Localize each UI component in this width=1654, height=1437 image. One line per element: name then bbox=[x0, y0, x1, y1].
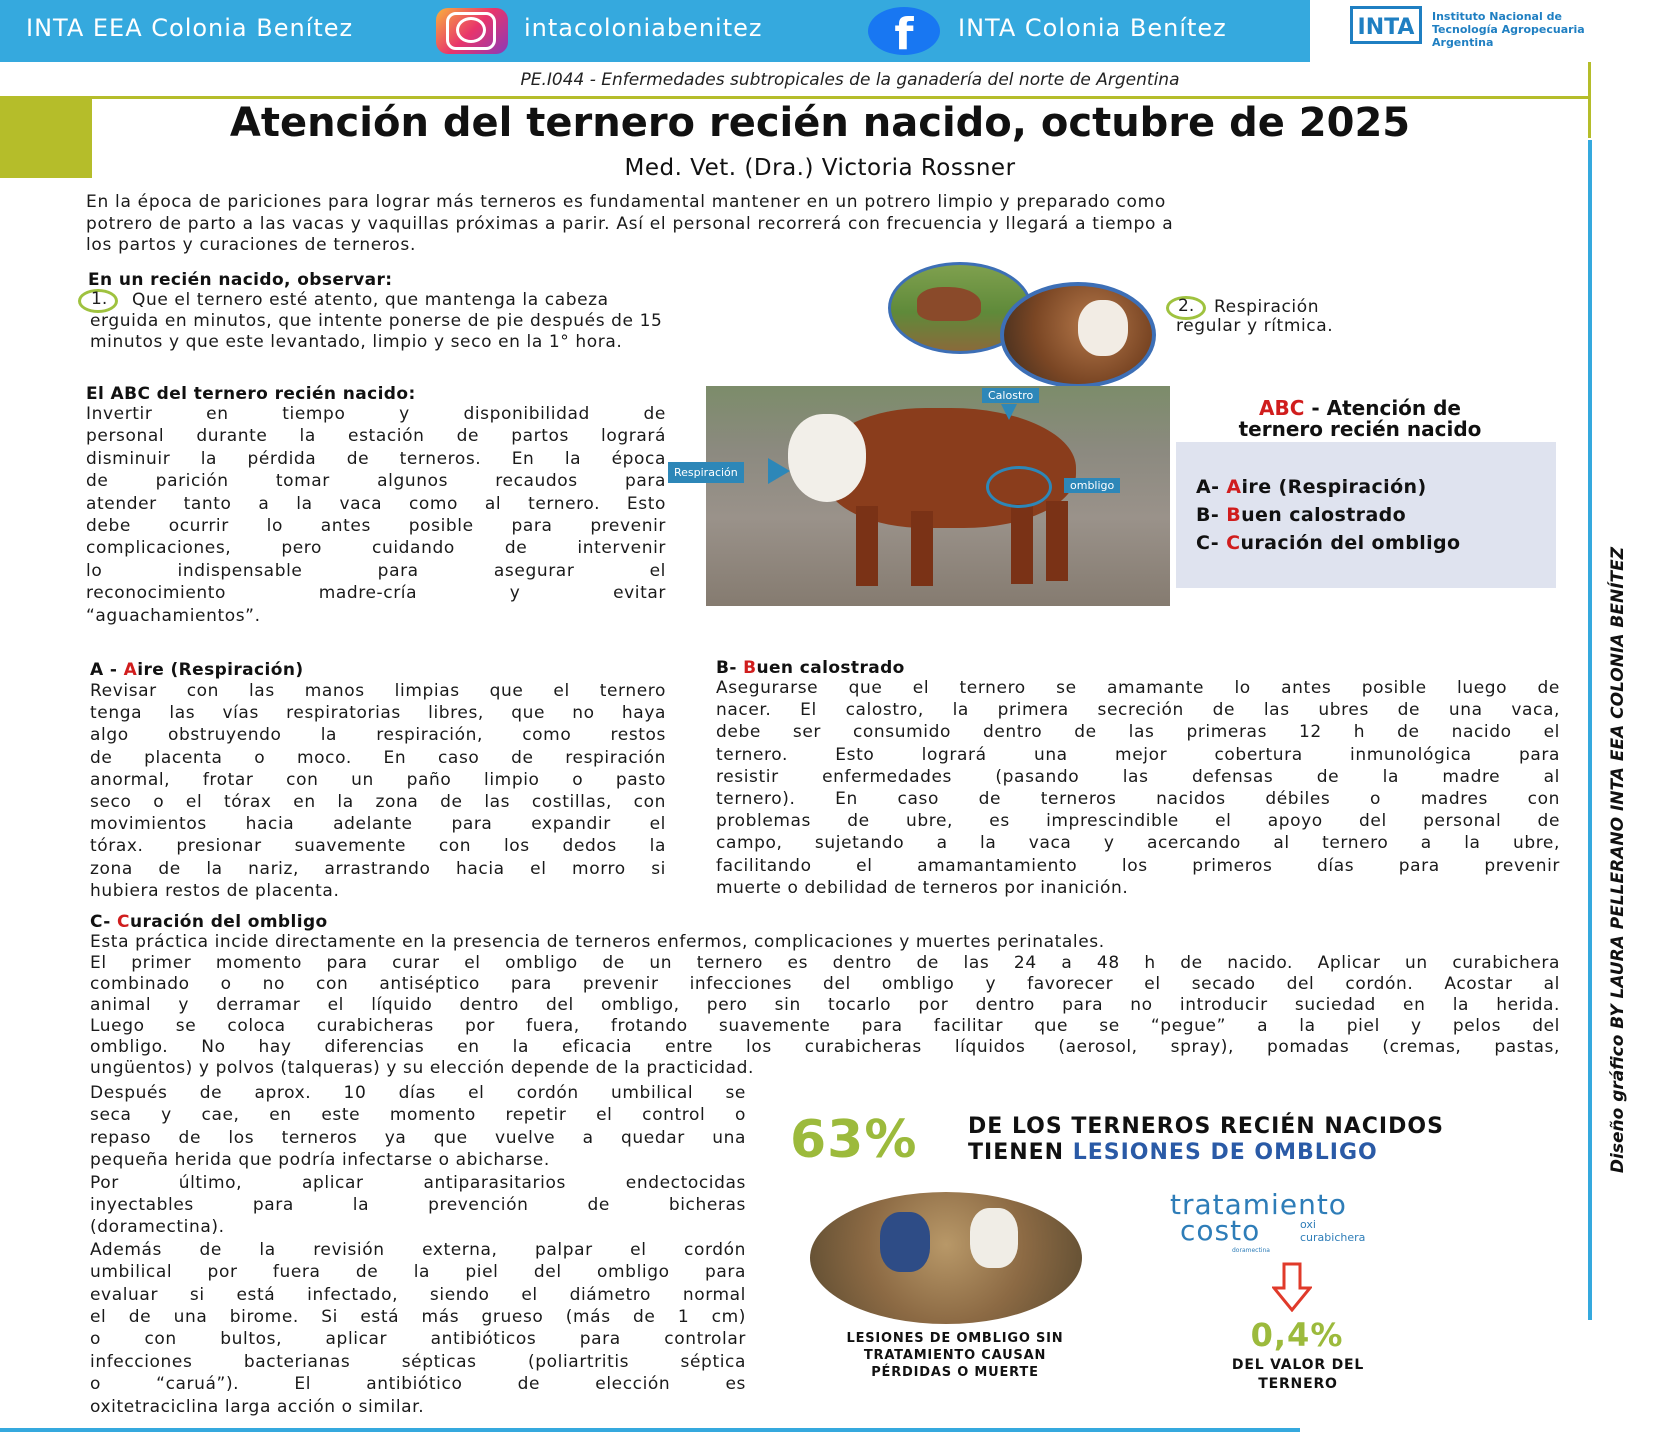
abc-box-title-abc: ABC bbox=[1258, 396, 1305, 420]
section-a-line: algo obstruyendo la respiración, como restos bbox=[90, 725, 666, 746]
lesion-caption-line: TRATAMIENTO CAUSAN bbox=[863, 1348, 1047, 1363]
abc-box-title-rest: - Atención de bbox=[1304, 396, 1461, 420]
section-c-line: Luego se coloca curabicheras por fuera, frotando suavemente para facilitar que se “pegue” a la piel y pelos del bbox=[90, 1016, 1560, 1036]
olive-block bbox=[0, 96, 92, 178]
vet-treatment-photo bbox=[810, 1192, 1082, 1324]
institute-name-line: Instituto Nacional de bbox=[1432, 10, 1562, 23]
section-c-col-line: Después de aprox. 10 días el cordón umbilical se bbox=[90, 1083, 746, 1103]
blue-vertical-line bbox=[1588, 140, 1592, 1320]
lesion-caption-line: LESIONES DE OMBLIGO SIN bbox=[846, 1331, 1064, 1346]
curabichera-word: curabichera bbox=[1300, 1231, 1366, 1244]
value-caption-line: TERNERO bbox=[1258, 1376, 1338, 1392]
section-c-paragraph bbox=[90, 932, 1560, 1079]
author: Med. Vet. (Dra.) Victoria Rossner bbox=[624, 155, 1016, 181]
header-org-label: INTA EEA Colonia Benítez bbox=[26, 14, 354, 42]
section-b-line: Asegurarse que el ternero se amamante lo antes posible luego de bbox=[716, 678, 1560, 698]
observe-line: erguida en minutos, que intente ponerse de pie después de 15 bbox=[90, 311, 663, 331]
abc-line: “aguachamientos”. bbox=[86, 605, 261, 626]
abc-box bbox=[1176, 442, 1556, 588]
calf-face-photo bbox=[1000, 282, 1156, 388]
section-c-line: combinado o no con antiséptico para prevenir infecciones del ombligo y favorecer el secado del cordón. Acostar al bbox=[90, 974, 1560, 994]
section-b-line: resistir enfermedades (pasando las defensas de la madre al bbox=[716, 766, 1560, 787]
section-c-line: Esta práctica incide directamente en la presencia de terneros enfermos, complicaciones y muertes perinatales. bbox=[90, 932, 1105, 952]
institute-name bbox=[1432, 10, 1652, 49]
oxi-word: oxi bbox=[1300, 1218, 1316, 1231]
item2-number: 2. bbox=[1178, 296, 1195, 316]
project-line: PE.I044 - Enfermedades subtropicales de la ganadería del norte de Argentina bbox=[520, 70, 1180, 90]
intro-line: En la época de pariciones para lograr más terneros es fundamental mantener en un potrero limpio y preparado como bbox=[86, 192, 1167, 212]
intro-line: los partos y curaciones de terneros. bbox=[86, 235, 417, 255]
abc-line: atender tanto a la vaca como al ternero. Esto bbox=[86, 493, 666, 514]
value-caption-line: DEL VALOR DEL bbox=[1231, 1357, 1365, 1373]
section-c-col-line: seca y cae, en este momento repetir el control o bbox=[90, 1105, 746, 1126]
abc-item-a: A- Aire (Respiración) bbox=[1196, 476, 1427, 498]
side-credit bbox=[1598, 546, 1638, 1174]
section-b-line: ternero. Esto logrará una mejor cobertura inmunológica para bbox=[716, 744, 1560, 765]
label-ombligo: ombligo bbox=[1064, 478, 1120, 493]
section-c-line: El primer momento para curar el ombligo de un ternero es dentro de las 24 a 48 h de nacido. Aplicar un curabichera bbox=[90, 953, 1560, 973]
label-respiracion: Respiración bbox=[668, 462, 744, 483]
section-a-paragraph bbox=[90, 680, 666, 902]
section-a-line: seco o el tórax en la zona de las costillas, con bbox=[90, 792, 666, 813]
section-c-line: ombligo. No hay diferencias en la eficacia entre los curabicheras líquidos (aerosol, spray), pomadas (cremas, pastas, bbox=[90, 1037, 1560, 1057]
lesion-caption-line: PÉRDIDAS O MUERTE bbox=[871, 1365, 1039, 1380]
calf-photo bbox=[706, 386, 1170, 606]
bottom-divider bbox=[0, 1428, 1300, 1432]
section-a-line: de placenta o moco. En caso de respiración bbox=[90, 747, 666, 768]
observe-line: Que el ternero esté atento, que mantenga la cabeza bbox=[132, 290, 609, 310]
tratamiento-word: tratamiento bbox=[1170, 1188, 1347, 1221]
section-c-col-line: repaso de los terneros ya que vuelve a quedar una bbox=[90, 1127, 746, 1148]
intro-line: potrero de parto a las vacas y vaquillas próximas a parir. Así el personal recorrerá con frecuencia y llegará a tiempo a bbox=[86, 213, 1174, 234]
stat-0-4-percent: 0,4% bbox=[1250, 1316, 1344, 1354]
section-b-line: debe ser consumido dentro de las primeras 12 h de nacido el bbox=[716, 722, 1560, 743]
section-a-line: Revisar con las manos limpias que el ternero bbox=[90, 681, 666, 701]
section-b-line: muerte o debilidad de terneros por inanición. bbox=[716, 877, 1129, 898]
item1-number: 1. bbox=[91, 289, 108, 309]
section-c-col-line: (doramectina). bbox=[90, 1217, 225, 1238]
section-c-line: ungüentos) y polvos (talqueras) y su elección depende de la practicidad. bbox=[90, 1058, 755, 1078]
section-c-col-line: evaluar si está infectado, siendo el diámetro normal bbox=[90, 1284, 746, 1305]
section-c-col-line: inyectables para la prevención de bicheras bbox=[90, 1195, 746, 1216]
section-a-line: tenga las vías respiratorias libres, que no haya bbox=[90, 703, 666, 724]
umbilical-ring bbox=[986, 466, 1052, 508]
abc-box-title-line2: ternero recién nacido bbox=[1238, 417, 1482, 441]
observe-item-1 bbox=[90, 290, 870, 353]
institute-name-line: Argentina bbox=[1432, 36, 1494, 49]
section-c-line: animal y derramar el líquido dentro del ombligo, pero sin tocarlo por dentro para no introducir suciedad en la herida. bbox=[90, 995, 1560, 1015]
section-a-line: hubiera restos de placenta. bbox=[90, 880, 340, 901]
section-b-heading: B- Buen calostrado bbox=[716, 658, 905, 678]
inta-logo: INTA bbox=[1350, 6, 1422, 44]
olive-divider bbox=[0, 96, 1590, 99]
stat-63-line2: TIENEN LESIONES DE OMBLIGO bbox=[968, 1140, 1378, 1165]
observe-line: regular y rítmica. bbox=[1176, 316, 1334, 336]
abc-line: lo indispensable para asegurar el bbox=[86, 560, 666, 581]
section-c-col-line: o “caruá”). El antibiótico de elección es bbox=[90, 1374, 746, 1395]
section-a-heading: A - Aire (Respiración) bbox=[90, 660, 304, 680]
down-arrow-icon bbox=[1272, 1262, 1312, 1312]
section-a-line: movimientos hacia adelante para expandir el bbox=[90, 814, 666, 835]
section-b-line: ternero). En caso de terneros nacidos débiles o madres con bbox=[716, 789, 1560, 810]
label-calostro: Calostro bbox=[982, 388, 1039, 403]
lesion-caption bbox=[810, 1330, 1100, 1381]
instagram-icon bbox=[436, 8, 508, 54]
section-b-line: nacer. El calostro, la primera secreción de las ubres de una vaca, bbox=[716, 700, 1560, 721]
observe-line: minutos y que este levantado, limpio y seco en la 1° hora. bbox=[90, 332, 623, 352]
facebook-icon: f bbox=[868, 7, 940, 55]
abc-item-b: B- Buen calostrado bbox=[1196, 504, 1407, 526]
section-c-col-line: Además de la revisión externa, palpar el cordón bbox=[90, 1239, 746, 1260]
section-c-col-line: Por último, aplicar antiparasitarios endectocidas bbox=[90, 1172, 746, 1193]
abc-line: complicaciones, pero cuidando de intervenir bbox=[86, 538, 666, 559]
abc-line: personal durante la estación de partos logrará bbox=[86, 426, 666, 447]
section-a-line: anormal, frotar con un paño limpio o pasto bbox=[90, 769, 666, 790]
intro-paragraph bbox=[86, 192, 1566, 257]
abc-item-c: C- Curación del ombligo bbox=[1196, 532, 1461, 554]
facebook-name: INTA Colonia Benítez bbox=[958, 14, 1227, 42]
abc-line: de parición tomar algunos recaudos para bbox=[86, 471, 666, 492]
section-c-col-line: infecciones bacterianas sépticas (poliartritis séptica bbox=[90, 1351, 746, 1372]
abc-line: reconocimiento madre-cría y evitar bbox=[86, 583, 666, 604]
section-a-line: tórax. presionar suavemente con los dedos la bbox=[90, 836, 666, 857]
value-caption bbox=[1200, 1356, 1396, 1394]
side-credit-text: Diseño gráfico BY LAURA PELLERANO INTA EEA COLONIA BENÍTEZ bbox=[1608, 546, 1628, 1174]
institute-name-line: Tecnología Agropecuaria bbox=[1432, 23, 1585, 36]
section-c-col-line: umbilical por fuera de la piel del ombligo para bbox=[90, 1262, 746, 1283]
abc-paragraph bbox=[86, 403, 666, 627]
observe-item-2 bbox=[1176, 298, 1416, 336]
section-a-line: zona de la nariz, arrastrando hacia el morro si bbox=[90, 858, 666, 879]
abc-box-title bbox=[1180, 398, 1540, 440]
abc-line: debe ocurrir lo antes posible para prevenir bbox=[86, 516, 666, 537]
page-title: Atención del ternero recién nacido, octubre de 2025 bbox=[229, 100, 1411, 146]
costo-word: costo bbox=[1180, 1214, 1261, 1247]
abc-line: Invertir en tiempo y disponibilidad de bbox=[86, 404, 666, 424]
section-c-col-line: oxitetraciclina larga acción o similar. bbox=[90, 1396, 425, 1417]
section-b-paragraph bbox=[716, 677, 1560, 899]
observe-heading: En un recién nacido, observar: bbox=[88, 270, 393, 290]
section-b-line: campo, sujetando a la vaca y acercando al ternero a la ubre, bbox=[716, 833, 1560, 854]
olive-vertical-line bbox=[1588, 62, 1591, 138]
arrow-calostro-icon bbox=[1001, 404, 1017, 420]
section-b-line: facilitando el amamantamiento los primeros días para prevenir bbox=[716, 855, 1560, 876]
arrow-respiracion-icon bbox=[768, 458, 790, 484]
observe-line: Respiración bbox=[1214, 297, 1320, 317]
section-c-col-line: o con bultos, aplicar antibióticos para controlar bbox=[90, 1329, 746, 1350]
section-c-heading: C- Curación del ombligo bbox=[90, 912, 328, 932]
stat-63-line1: DE LOS TERNEROS RECIÉN NACIDOS bbox=[968, 1114, 1444, 1139]
section-c-col-line: el de una birome. Si está más grueso (más de 1 cm) bbox=[90, 1307, 746, 1328]
doramectina-word: doramectina bbox=[1232, 1247, 1270, 1254]
section-b-line: problemas de ubre, es imprescindible el apoyo del personal de bbox=[716, 811, 1560, 832]
instagram-handle: intacoloniabenitez bbox=[524, 14, 763, 42]
stat-63-percent: 63% bbox=[790, 1110, 918, 1170]
section-c-col-line: pequeña herida que podría infectarse o abicharse. bbox=[90, 1150, 550, 1171]
section-c-column bbox=[90, 1082, 746, 1418]
abc-heading: El ABC del ternero recién nacido: bbox=[86, 384, 416, 404]
header-bar bbox=[0, 0, 1310, 62]
abc-line: disminuir la pérdida de terneros. En la época bbox=[86, 448, 666, 469]
